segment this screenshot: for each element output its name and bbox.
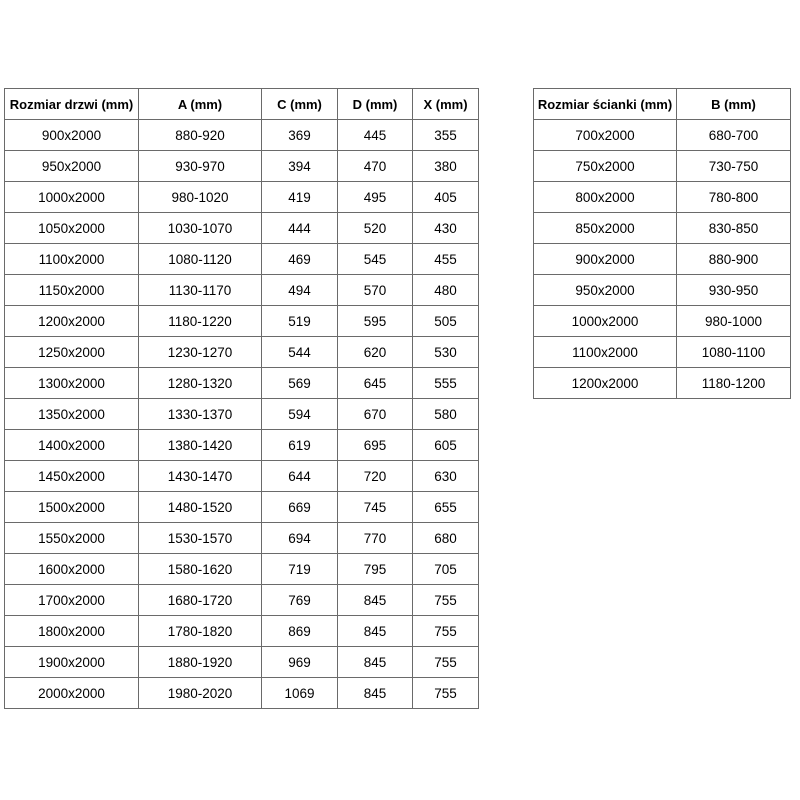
table-cell: 1780-1820 [139,616,262,647]
table-cell: 1450x2000 [5,461,139,492]
table-cell: 445 [338,120,413,151]
column-header: A (mm) [139,89,262,120]
table-cell: 1300x2000 [5,368,139,399]
table-row [5,461,479,492]
table-cell: 545 [338,244,413,275]
table-cell: 1180-1200 [677,368,791,399]
table-cell: 694 [262,523,338,554]
table-cell: 1880-1920 [139,647,262,678]
table-cell: 1380-1420 [139,430,262,461]
column-header: C (mm) [262,89,338,120]
column-header: X (mm) [413,89,479,120]
table-cell: 380 [413,151,479,182]
table-cell: 444 [262,213,338,244]
table-cell: 969 [262,647,338,678]
table-cell: 1050x2000 [5,213,139,244]
table-row [5,213,479,244]
table-cell: 645 [338,368,413,399]
table-cell: 880-900 [677,244,791,275]
table-cell: 430 [413,213,479,244]
table-cell: 619 [262,430,338,461]
table-cell: 655 [413,492,479,523]
table-cell: 705 [413,554,479,585]
table-cell: 1250x2000 [5,337,139,368]
table-row [5,492,479,523]
table-cell: 800x2000 [534,182,677,213]
table-cell: 369 [262,120,338,151]
table-cell: 680-700 [677,120,791,151]
table-row [5,151,479,182]
table-cell: 720 [338,461,413,492]
table-cell: 1530-1570 [139,523,262,554]
table-row [5,616,479,647]
table-cell: 1080-1100 [677,337,791,368]
table-cell: 530 [413,337,479,368]
table-cell: 719 [262,554,338,585]
table-cell: 480 [413,275,479,306]
table-row [534,182,791,213]
table-row [5,368,479,399]
table-cell: 930-970 [139,151,262,182]
table-cell: 950x2000 [5,151,139,182]
table-row [5,337,479,368]
table-cell: 1130-1170 [139,275,262,306]
table-cell: 1080-1120 [139,244,262,275]
table-cell: 980-1000 [677,306,791,337]
table-cell: 519 [262,306,338,337]
wall-panel-size-table [533,88,791,399]
table-cell: 1550x2000 [5,523,139,554]
table-cell: 1280-1320 [139,368,262,399]
table-cell: 1800x2000 [5,616,139,647]
table-row [5,120,479,151]
table-row [5,306,479,337]
table-cell: 1400x2000 [5,430,139,461]
table-row [5,678,479,709]
table-cell: 1100x2000 [534,337,677,368]
door-size-table [4,88,479,709]
table-row [534,368,791,399]
table-cell: 770 [338,523,413,554]
table-cell: 700x2000 [534,120,677,151]
table-cell: 605 [413,430,479,461]
table-cell: 680 [413,523,479,554]
table-cell: 405 [413,182,479,213]
table-cell: 695 [338,430,413,461]
table-cell: 669 [262,492,338,523]
table-cell: 850x2000 [534,213,677,244]
table-row [5,585,479,616]
table-cell: 1030-1070 [139,213,262,244]
table-cell: 880-920 [139,120,262,151]
table-cell: 1500x2000 [5,492,139,523]
table-cell: 1200x2000 [534,368,677,399]
table-cell: 795 [338,554,413,585]
table-cell: 1430-1470 [139,461,262,492]
table-cell: 1000x2000 [534,306,677,337]
table-cell: 980-1020 [139,182,262,213]
table-cell: 830-850 [677,213,791,244]
table-cell: 769 [262,585,338,616]
column-header: Rozmiar ścianki (mm) [534,89,677,120]
table-cell: 1600x2000 [5,554,139,585]
table-row [5,244,479,275]
table-row [5,430,479,461]
table-cell: 1100x2000 [5,244,139,275]
table-cell: 869 [262,616,338,647]
table-cell: 1200x2000 [5,306,139,337]
table-cell: 845 [338,678,413,709]
table-cell: 1069 [262,678,338,709]
column-header: B (mm) [677,89,791,120]
table-cell: 755 [413,647,479,678]
header-row [5,89,479,120]
table-cell: 1150x2000 [5,275,139,306]
table-row [534,275,791,306]
table-cell: 750x2000 [534,151,677,182]
table-cell: 570 [338,275,413,306]
table-cell: 494 [262,275,338,306]
table-cell: 644 [262,461,338,492]
table-cell: 1000x2000 [5,182,139,213]
table-cell: 1700x2000 [5,585,139,616]
table-row [534,213,791,244]
table-cell: 670 [338,399,413,430]
table-cell: 1680-1720 [139,585,262,616]
table-row [5,275,479,306]
table-cell: 620 [338,337,413,368]
table-cell: 1580-1620 [139,554,262,585]
table-cell: 394 [262,151,338,182]
table-cell: 2000x2000 [5,678,139,709]
table-cell: 470 [338,151,413,182]
table-row [5,182,479,213]
column-header: Rozmiar drzwi (mm) [5,89,139,120]
table-cell: 1980-2020 [139,678,262,709]
table-cell: 595 [338,306,413,337]
table-cell: 355 [413,120,479,151]
table-cell: 930-950 [677,275,791,306]
table-cell: 1330-1370 [139,399,262,430]
table-cell: 755 [413,678,479,709]
table-row [5,399,479,430]
table-cell: 555 [413,368,479,399]
table-row [534,120,791,151]
table-row [534,306,791,337]
column-header: D (mm) [338,89,413,120]
table-row [5,647,479,678]
table-row [5,554,479,585]
table-cell: 780-800 [677,182,791,213]
table-row [5,523,479,554]
table-cell: 495 [338,182,413,213]
table-cell: 900x2000 [534,244,677,275]
table-cell: 630 [413,461,479,492]
table-row [534,337,791,368]
table-cell: 469 [262,244,338,275]
table-cell: 900x2000 [5,120,139,151]
table-cell: 569 [262,368,338,399]
table-cell: 730-750 [677,151,791,182]
table-cell: 580 [413,399,479,430]
table-cell: 1230-1270 [139,337,262,368]
table-cell: 755 [413,585,479,616]
table-cell: 594 [262,399,338,430]
table-cell: 520 [338,213,413,244]
table-row [534,151,791,182]
table-cell: 755 [413,616,479,647]
table-cell: 1480-1520 [139,492,262,523]
table-cell: 845 [338,647,413,678]
table-cell: 1180-1220 [139,306,262,337]
table-cell: 845 [338,585,413,616]
header-row [534,89,791,120]
table-cell: 845 [338,616,413,647]
table-cell: 950x2000 [534,275,677,306]
table-cell: 1900x2000 [5,647,139,678]
table-cell: 505 [413,306,479,337]
table-cell: 419 [262,182,338,213]
table-cell: 455 [413,244,479,275]
table-cell: 1350x2000 [5,399,139,430]
table-row [534,244,791,275]
table-cell: 544 [262,337,338,368]
table-cell: 745 [338,492,413,523]
